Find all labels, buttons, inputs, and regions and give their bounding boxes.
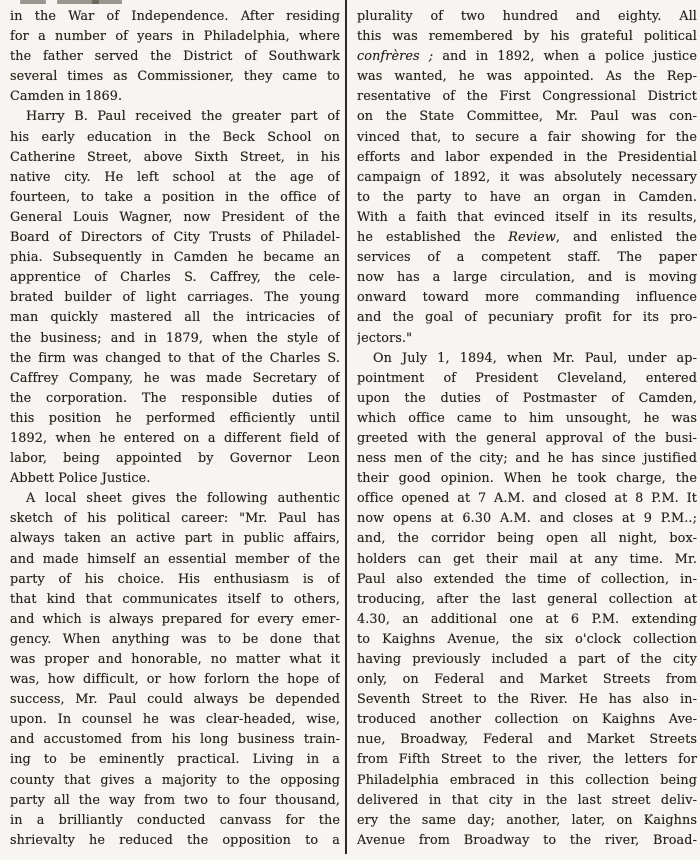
text-line: to the party to have an organ in Camden. xyxy=(357,189,697,205)
text-line: in the War of Independence. After residing xyxy=(10,9,340,24)
text-line: and, the corridor being open all night, box- xyxy=(357,531,697,547)
text-line: Harry B. Paul received the greater part of xyxy=(26,109,340,125)
paragraph xyxy=(10,7,340,107)
text-line: plurality of two hundred and eighty. All xyxy=(357,9,697,24)
text-line: 1892, when he entered on a different field of xyxy=(10,430,340,446)
text-line: Board of Directors of City Trusts of Philadel- xyxy=(10,230,340,246)
text-line: on the State Committee, Mr. Paul was con- xyxy=(357,109,697,125)
paragraph xyxy=(357,349,697,851)
text-line: this position he performed efficiently until xyxy=(10,410,340,426)
text-line: efforts and labor expended in the Presidential xyxy=(357,149,697,165)
text-line: the father served the District of Southwark xyxy=(10,49,340,65)
text-line: labor, being appointed by Governor Leon xyxy=(10,451,340,467)
text-line: which office came to him unsought, he was xyxy=(357,410,697,426)
text-line: now opens at 6.30 A.M. and closes at 9 P.M..; xyxy=(357,511,697,527)
text-line: several times as Commissioner, they came to xyxy=(10,69,340,85)
text-line: Avenue from Broadway to the river, Broad- xyxy=(357,832,697,848)
text-line: vinced that, to secure a fair showing for the xyxy=(357,129,697,145)
text-column-right xyxy=(357,7,697,851)
text-line: campaign of 1892, it was absolutely necessary xyxy=(357,169,697,185)
paragraph xyxy=(357,7,697,349)
text-line: for a number of years in Philadelphia, where xyxy=(10,29,340,45)
text-line: Caffrey Company, he was made Secretary of xyxy=(10,370,340,386)
text-line: to Kaighns Avenue, the six o'clock collection xyxy=(357,631,697,647)
text-line: onward toward more commanding influence xyxy=(357,290,697,306)
text-line: was, how difficult, or how forlorn the hope of xyxy=(10,672,340,688)
text-line: was wanted, he was appointed. As the Rep- xyxy=(357,69,697,85)
text-line: confrères ; and in 1892, when a police justice xyxy=(357,49,697,65)
text-line: upon the duties of Postmaster of Camden, xyxy=(357,390,697,406)
text-line: from Fifth Street to the river, the letters for xyxy=(357,752,697,768)
text-line: the business; and in 1879, when the style of xyxy=(10,330,340,346)
text-line: holders can get their mail at any time. Mr. xyxy=(357,551,697,567)
text-line: 4.30, an additional one at 6 P.M. extending xyxy=(357,611,697,627)
text-line: and which is always prepared for every emer- xyxy=(10,611,340,627)
text-line: having previously included a part of the city xyxy=(357,652,697,667)
page-top-edge-artifact xyxy=(92,0,122,4)
column-divider-rule xyxy=(345,0,347,854)
text-line: and made himself an essential member of the xyxy=(10,551,340,567)
text-column-left xyxy=(10,7,340,851)
text-line: Paul also extended the time of collection, in- xyxy=(357,571,697,587)
text-line: he established the Review, and enlisted the xyxy=(357,230,697,246)
text-line: the corporation. The responsible duties of xyxy=(10,390,340,406)
text-line: and the goal of pecuniary profit for its pro- xyxy=(357,310,697,326)
text-line: gency. When anything was to be done that xyxy=(10,631,340,647)
text-line: jectors." xyxy=(357,330,413,346)
text-line: and accustomed from his long business train- xyxy=(10,732,340,748)
text-line: Camden in 1869. xyxy=(10,89,123,105)
text-line: his early education in the Beck School on xyxy=(10,129,340,145)
page-top-edge-artifact xyxy=(20,0,46,4)
text-line: the firm was changed to that of the Charles S. xyxy=(10,350,340,366)
text-line: A local sheet gives the following authentic xyxy=(26,491,340,507)
text-line: now has a large circulation, and is moving xyxy=(357,270,697,286)
text-line: fourteen, to take a position in the office of xyxy=(10,189,340,205)
text-line: Abbett Police Justice. xyxy=(10,471,151,487)
text-line: ery the same day; another, later, on Kaighns xyxy=(357,812,697,828)
text-line: party all the way from two to four thousand, xyxy=(10,792,340,808)
text-line: brated builder of light carriages. The young xyxy=(10,290,340,306)
text-line: With a faith that evinced itself in its results, xyxy=(357,209,697,225)
paragraph xyxy=(10,489,340,851)
text-line: office opened at 7 A.M. and closed at 8 P.M. It xyxy=(357,491,697,507)
text-line: that kind that communicates itself to others, xyxy=(10,591,340,607)
text-line: county that gives a majority to the opposing xyxy=(10,772,340,788)
text-line: this was remembered by his grateful political xyxy=(357,29,697,45)
text-line: On July 1, 1894, when Mr. Paul, under ap- xyxy=(373,350,697,366)
text-line: always taken an active part in public affairs, xyxy=(10,531,340,547)
text-line: man quickly mastered all the intricacies of xyxy=(10,310,340,326)
text-line: only, on Federal and Market Streets from xyxy=(357,672,697,688)
text-line: delivered in that city in the last street deliv- xyxy=(357,792,697,808)
text-line: Philadelphia embraced in this collection being xyxy=(357,772,697,788)
text-line: native city. He left school at the age of xyxy=(10,169,340,185)
text-line: ness men of the city; and he has since justified xyxy=(357,451,697,467)
text-line: apprentice of Charles S. Caffrey, the cele- xyxy=(10,270,340,286)
text-line: pointment of President Cleveland, entered xyxy=(357,370,697,386)
text-line: success, Mr. Paul could always be depended xyxy=(10,692,340,708)
text-line: troducing, after the last general collection at xyxy=(357,591,697,607)
text-line: troduced another collection on Kaighns Ave- xyxy=(357,712,697,728)
text-line: was proper and honorable, no matter what it xyxy=(10,652,340,667)
text-line: Catherine Street, above Sixth Street, in his xyxy=(10,149,340,165)
text-line: General Louis Wagner, now President of the xyxy=(10,209,340,225)
text-line: party of his choice. His enthusiasm is of xyxy=(10,571,340,587)
paragraph xyxy=(10,107,340,489)
text-line: sketch of his political career: "Mr. Paul has xyxy=(10,511,340,527)
text-line: services of a competent staff. The paper xyxy=(357,250,697,266)
text-line: phia. Subsequently in Camden he became an xyxy=(10,250,340,266)
text-line: upon. In counsel he was clear-headed, wise, xyxy=(10,712,340,728)
text-line: Seventh Street to the River. He has also in- xyxy=(357,692,697,708)
text-line: resentative of the First Congressional District xyxy=(357,89,697,105)
text-line: greeted with the general approval of the busi- xyxy=(357,430,697,446)
text-line: shrievalty he reduced the opposition to a xyxy=(10,832,340,848)
text-line: ing to be eminently practical. Living in a xyxy=(10,752,340,768)
text-line: their good opinion. When he took charge, the xyxy=(357,471,697,487)
text-line: in a brilliantly conducted canvass for the xyxy=(10,812,340,828)
text-line: nue, Broadway, Federal and Market Streets xyxy=(357,732,697,748)
